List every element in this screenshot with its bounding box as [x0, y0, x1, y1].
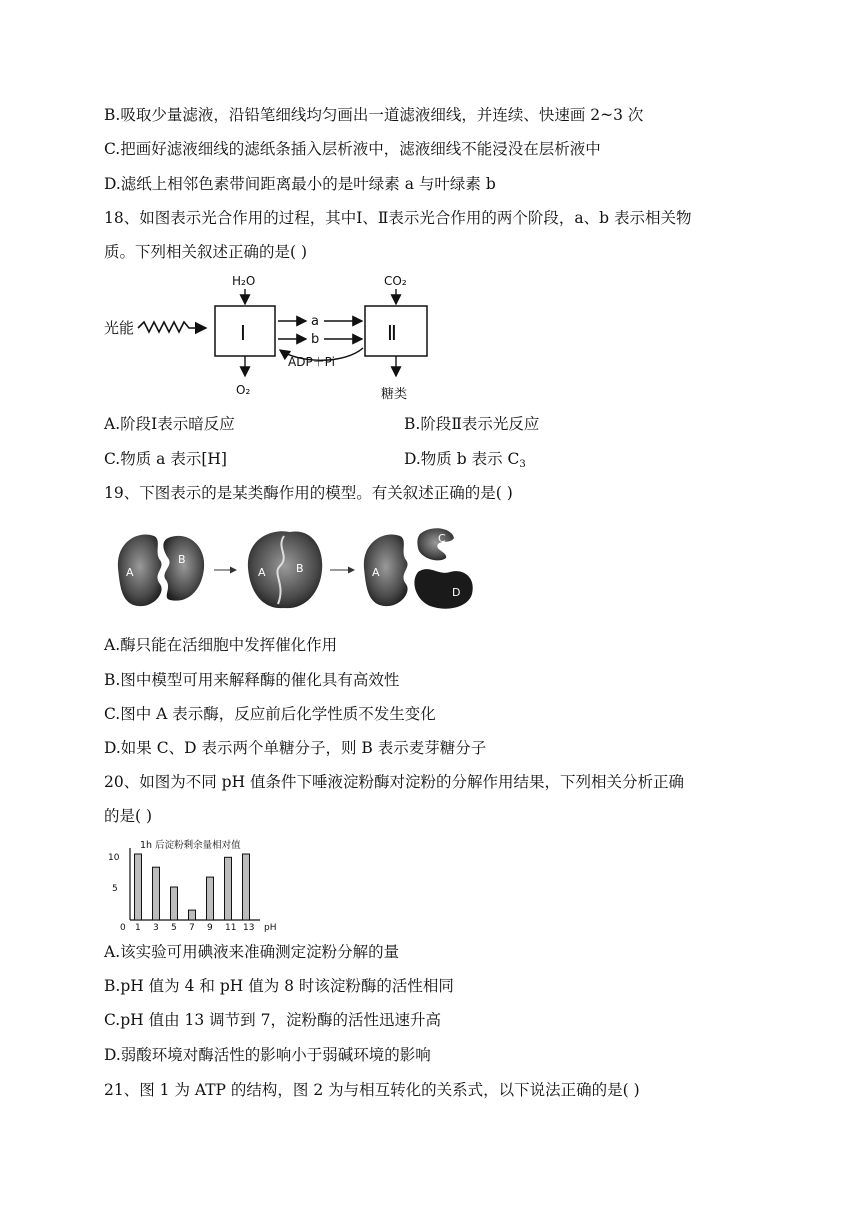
q19-stem: 19、下图表示的是某类酶作用的模型。有关叙述正确的是( )	[104, 484, 513, 502]
bar-ph-3	[153, 867, 160, 920]
enzyme-model-diagram	[108, 522, 478, 622]
a-label: a	[311, 314, 319, 329]
ph-bar-chart	[104, 836, 284, 936]
light-energy-label: 光能	[104, 319, 135, 337]
adp-label: ADP＋Pi	[288, 355, 335, 369]
sugar-label: 糖类	[381, 387, 408, 402]
q20-option-b: B.pH 值为 4 和 pH 值为 8 时该淀粉酶的活性相同	[104, 977, 454, 995]
h2o-label: H₂O	[232, 274, 256, 288]
x-tick-label: 13	[243, 923, 255, 933]
y-tick-label: 5	[112, 884, 118, 894]
q19-option-d: D.如果 C、D 表示两个单糖分子，则 B 表示麦芽糖分子	[104, 739, 487, 757]
x-axis-label: pH	[264, 923, 277, 933]
x-tick-label: 3	[153, 923, 159, 933]
y-tick-label: 0	[120, 923, 126, 933]
q18-option-c: C.物质 a 表示[H]	[104, 450, 227, 468]
q17-option-c: C.把画好滤液细线的滤纸条插入层析液中，滤液细线不能浸没在层析液中	[104, 140, 601, 158]
q19-option-b: B.图中模型可用来解释酶的催化具有高效性	[104, 671, 400, 689]
label-d: D	[452, 586, 461, 599]
q20-option-a: A.该实验可用碘液来准确测定淀粉分解的量	[104, 943, 400, 961]
label-a-2: A	[258, 566, 266, 579]
substrate-b-stage1	[163, 536, 204, 601]
q20-stem-line1: 20、如图为不同 pH 值条件下唾液淀粉酶对淀粉的分解作用结果，下列相关分析正确	[104, 773, 685, 791]
chart-title: 1h 后淀粉剩余量相对值	[140, 840, 241, 851]
label-b-2: B	[296, 562, 304, 575]
q18-option-d-text: D.物质 b 表示 C	[404, 450, 520, 468]
q21-stem: 21、图 1 为 ATP 的结构，图 2 为与相互转化的关系式，以下说法正确的是( )	[104, 1081, 640, 1099]
q18-stem-line2: 质。下列相关叙述正确的是( )	[104, 243, 308, 261]
q19-option-a: A.酶只能在活细胞中发挥催化作用	[104, 636, 338, 654]
b-label: b	[311, 332, 320, 347]
x-tick-label: 11	[225, 923, 237, 933]
bar-ph-9	[207, 877, 214, 920]
bar-ph-7	[189, 910, 196, 920]
x-tick-label: 1	[135, 923, 141, 933]
enzyme-a-stage3	[364, 534, 408, 606]
x-tick-label: 9	[207, 923, 213, 933]
q20-option-c: C.pH 值由 13 调节到 7，淀粉酶的活性迅速升高	[104, 1011, 441, 1029]
co2-label: CO₂	[384, 274, 407, 288]
q18-option-d	[404, 449, 526, 475]
q20-option-d: D.弱酸环境对酶活性的影响小于弱碱环境的影响	[104, 1046, 431, 1064]
enzyme-substrate-complex	[248, 531, 322, 608]
q18-option-d-subscript: 3	[519, 459, 526, 470]
enzyme-a-stage1	[118, 534, 162, 606]
bar-ph-1	[135, 854, 142, 920]
y-tick-label: 10	[108, 853, 120, 863]
label-a-1: A	[126, 566, 134, 579]
label-c: C	[438, 532, 446, 545]
product-d	[414, 569, 472, 609]
bar-ph-13	[243, 854, 250, 920]
label-b-1: B	[178, 553, 186, 566]
o2-label: O₂	[236, 383, 251, 397]
x-tick-label: 7	[189, 923, 195, 933]
product-c	[417, 528, 454, 560]
q18-option-b: B.阶段Ⅱ表示光反应	[404, 415, 540, 433]
stage2-label: Ⅱ	[387, 321, 397, 345]
bar-ph-11	[225, 857, 232, 920]
x-tick-label: 5	[171, 923, 177, 933]
q20-stem-line2: 的是( )	[104, 807, 153, 825]
label-a-3: A	[372, 566, 380, 579]
photosynthesis-diagram	[100, 268, 460, 408]
q19-option-c: C.图中 A 表示酶，反应前后化学性质不发生变化	[104, 705, 436, 723]
light-zigzag	[138, 322, 206, 332]
q17-option-b: B.吸取少量滤液，沿铅笔细线均匀画出一道滤液细线，并连续、快速画 2~3 次	[104, 106, 644, 124]
stage1-label: Ⅰ	[240, 321, 246, 345]
bar-ph-5	[171, 887, 178, 920]
q17-option-d: D.滤纸上相邻色素带间距离最小的是叶绿素 a 与叶绿素 b	[104, 175, 496, 193]
q18-option-a: A.阶段Ⅰ表示暗反应	[104, 415, 235, 433]
q18-stem-line1: 18、如图表示光合作用的过程，其中Ⅰ、Ⅱ表示光合作用的两个阶段，a、b 表示相关物	[104, 209, 692, 227]
